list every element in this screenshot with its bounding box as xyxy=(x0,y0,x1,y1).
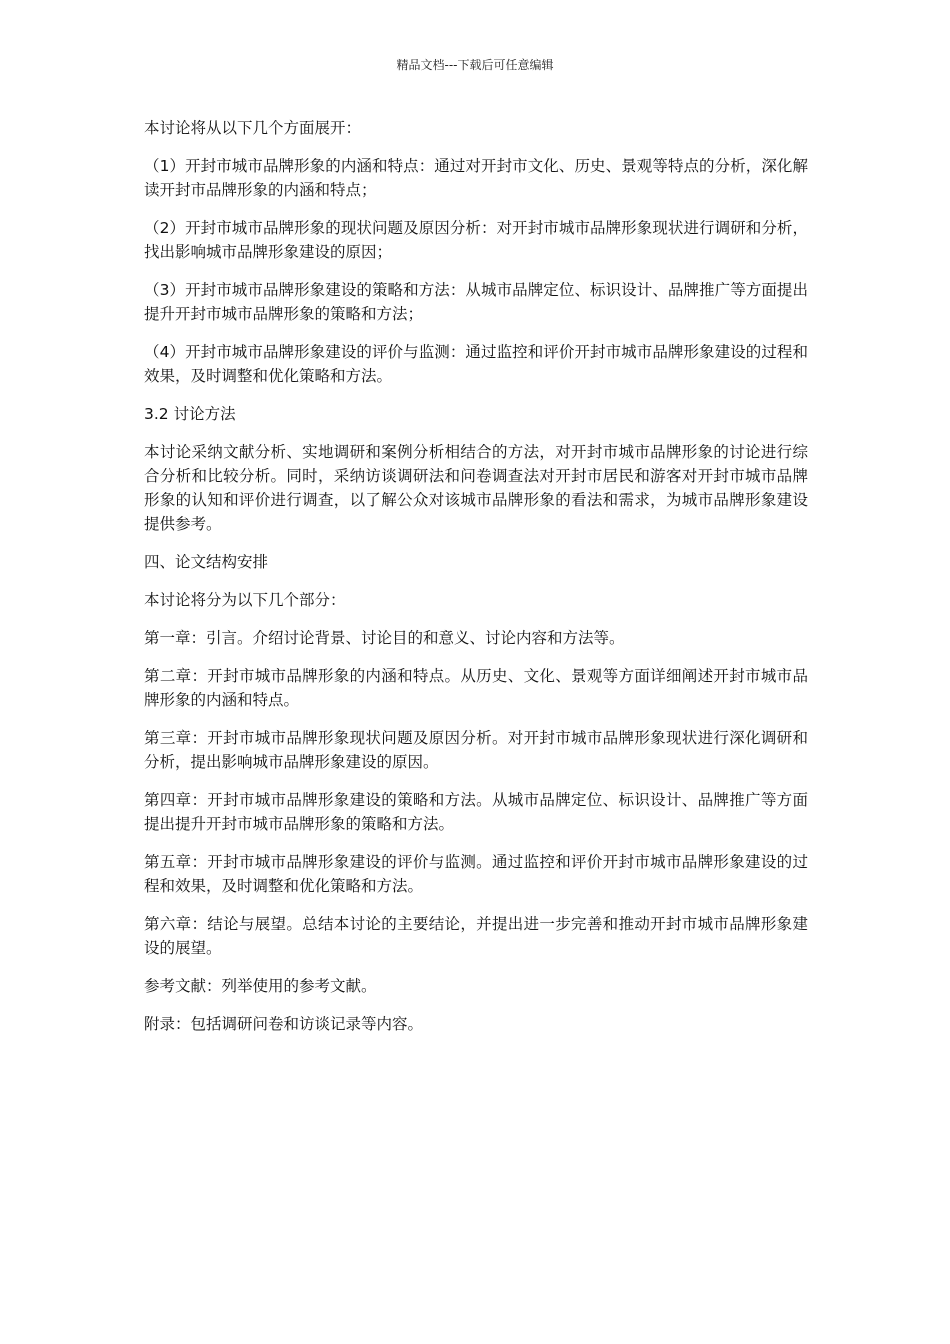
methods-paragraph: 本讨论采纳文献分析、实地调研和案例分析相结合的方法，对开封市城市品牌形象的讨论进行综合分析和比较分析。同时，采纳访谈调研法和问卷调查法对开封市居民和游客对开封市城市品牌形象的认知和评价进行调查，以了解公众对该城市品牌形象的看法和需求，为城市品牌形象建设提供参考。 xyxy=(144,443,808,533)
chapter-1: 第一章：引言。介绍讨论背景、讨论目的和意义、讨论内容和方法等。 xyxy=(144,629,625,647)
research-item-2: （2）开封市城市品牌形象的现状问题及原因分析：对开封市城市品牌形象现状进行调研和分析，找出影响城市品牌形象建设的原因； xyxy=(144,219,808,261)
chapter-2: 第二章：开封市城市品牌形象的内涵和特点。从历史、文化、景观等方面详细阐述开封市城市品牌形象的内涵和特点。 xyxy=(144,667,808,709)
references: 参考文献：列举使用的参考文献。 xyxy=(144,977,377,995)
page-header: 精品文档---下载后可任意编辑 xyxy=(396,58,554,72)
research-item-3: （3）开封市城市品牌形象建设的策略和方法：从城市品牌定位、标识设计、品牌推广等方面提出提升开封市城市品牌形象的策略和方法； xyxy=(144,281,808,323)
appendix: 附录：包括调研问卷和访谈记录等内容。 xyxy=(144,1015,424,1033)
chapter-6: 第六章：结论与展望。总结本讨论的主要结论，并提出进一步完善和推动开封市城市品牌形象建设的展望。 xyxy=(144,915,808,957)
structure-intro: 本讨论将分为以下几个部分： xyxy=(144,591,346,609)
chapter-3: 第三章：开封市城市品牌形象现状问题及原因分析。对开封市城市品牌形象现状进行深化调研和分析，提出影响城市品牌形象建设的原因。 xyxy=(144,729,808,771)
section-heading-3-2: 3.2 讨论方法 xyxy=(144,405,236,423)
section-heading-4: 四、论文结构安排 xyxy=(144,553,269,571)
research-item-1: （1）开封市城市品牌形象的内涵和特点：通过对开封市文化、历史、景观等特点的分析，深化解读开封市品牌形象的内涵和特点； xyxy=(144,157,808,199)
intro-paragraph: 本讨论将从以下几个方面展开： xyxy=(144,119,362,137)
chapter-5: 第五章：开封市城市品牌形象建设的评价与监测。通过监控和评价开封市城市品牌形象建设的过程和效果，及时调整和优化策略和方法。 xyxy=(144,853,808,895)
chapter-4: 第四章：开封市城市品牌形象建设的策略和方法。从城市品牌定位、标识设计、品牌推广等方面提出提升开封市城市品牌形象的策略和方法。 xyxy=(144,791,808,833)
research-item-4: （4）开封市城市品牌形象建设的评价与监测：通过监控和评价开封市城市品牌形象建设的过程和效果，及时调整和优化策略和方法。 xyxy=(144,343,808,385)
document-body xyxy=(144,116,808,1050)
